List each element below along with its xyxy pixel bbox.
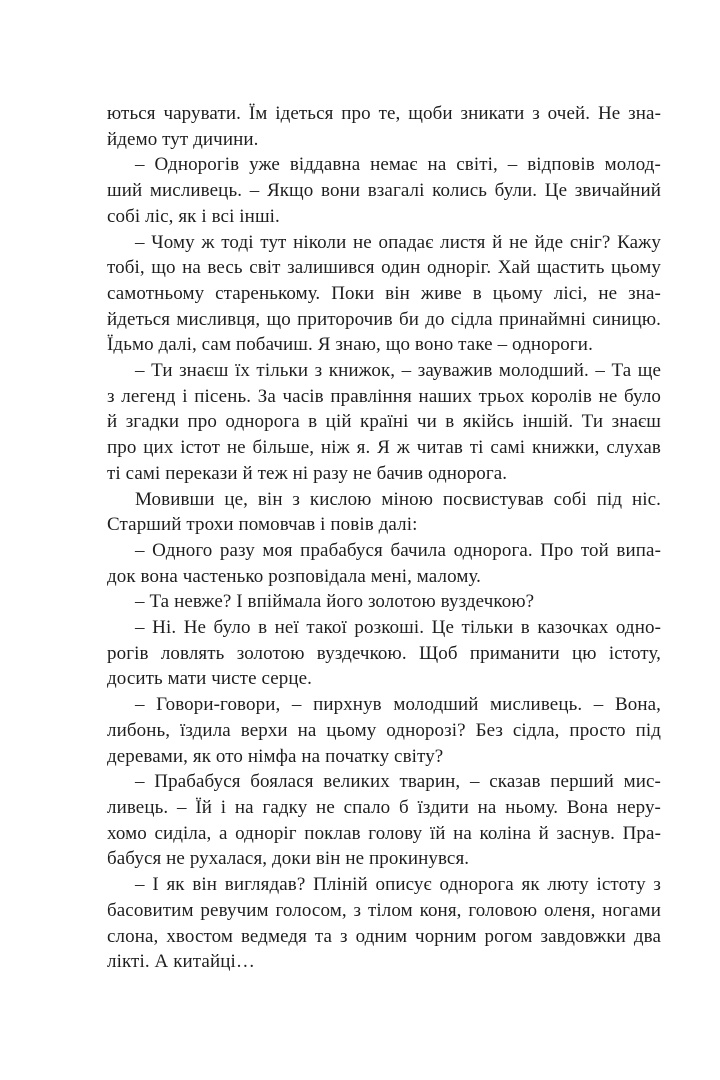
paragraph bbox=[107, 769, 661, 872]
text-line: лікті. А китайці… bbox=[107, 951, 255, 973]
text-line: либонь, їздила верхи на цьому однорозі? Без сідла, просто під bbox=[107, 719, 661, 741]
paragraph bbox=[107, 589, 661, 615]
text-line: – Однорогів уже віддавна немає на світі, – відповів молод- bbox=[135, 154, 661, 176]
text-line: – Одного разу моя прабабуся бачила однорога. Про той випа- bbox=[135, 539, 661, 561]
text-line: слона, хвостом ведмедя та з одним чорним рогом завдовжки два bbox=[107, 925, 661, 947]
text-line: тобі, що на весь світ залишився один одноріг. Хай щастить цьому bbox=[107, 257, 661, 279]
paragraph bbox=[107, 358, 661, 487]
paragraph bbox=[107, 872, 661, 975]
text-line: ливець. – Їй і на гадку не спало б їздити на ньому. Вона неру- bbox=[107, 796, 661, 818]
text-line: – Говори-говори, – пирхнув молодший мисливець. – Вона, bbox=[135, 694, 661, 716]
text-line: ються чарувати. Їм ідеться про те, щоби зникати з очей. Не зна- bbox=[107, 103, 661, 124]
text-line: самотньому старенькому. Поки він живе в цьому лісі, не зна- bbox=[107, 282, 661, 304]
text-line: Старший трохи помовчав і повів далі: bbox=[107, 514, 418, 536]
text-line: Мовивши це, він з кислою міною посвистував собі під ніс. bbox=[135, 488, 661, 510]
text-line: – Прабабуся боялася великих тварин, – сказав перший мис- bbox=[135, 771, 661, 793]
paragraph bbox=[107, 101, 661, 152]
text-line: рогів ловлять золотою вуздечкою. Щоб приманити цю істоту, bbox=[107, 642, 661, 664]
paragraph bbox=[107, 692, 661, 769]
text-block bbox=[107, 101, 661, 975]
text-line: – Чому ж тоді тут ніколи не опадає листя й не йде сніг? Кажу bbox=[135, 231, 661, 253]
text-line: бабуся не рухалася, доки він не прокинувся. bbox=[107, 848, 470, 870]
text-line: собі ліс, як і всі інші. bbox=[107, 205, 280, 227]
text-line: з легенд і пісень. За часів правління наших трьох королів не було bbox=[107, 385, 661, 407]
text-line: про цих істот не більше, ніж я. Я ж читав ті самі книжки, слухав bbox=[107, 437, 661, 459]
paragraph bbox=[107, 230, 661, 359]
text-line: – Ні. Не було в неї такої розкоші. Це тільки в казочках одно- bbox=[135, 617, 661, 639]
paragraph bbox=[107, 538, 661, 589]
text-line: хомо сиділа, а одноріг поклав голову їй на коліна й заснув. Пра- bbox=[107, 822, 661, 844]
text-line: док вона частенько розповідала мені, малому. bbox=[107, 565, 481, 587]
text-line: – І як він виглядав? Пліній описує однорога як люту істоту з bbox=[135, 874, 661, 896]
text-line: досить мати чисте серце. bbox=[107, 668, 313, 690]
text-line: – Ти знаєш їх тільки з книжок, – зауважив молодший. – Та ще bbox=[135, 360, 661, 382]
text-line: йдемо тут дичини. bbox=[107, 128, 259, 150]
text-line: ті самі перекази й теж ні разу не бачив однорога. bbox=[107, 462, 508, 484]
text-line: деревами, як ото німфа на початку світу? bbox=[107, 745, 444, 767]
paragraph bbox=[107, 487, 661, 538]
text-line: Їдьмо далі, сам побачиш. Я знаю, що воно таке – однороги. bbox=[107, 334, 593, 356]
text-line: – Та невже? І впіймала його золотою вуздечкою? bbox=[135, 591, 535, 613]
text-line: ший мисливець. – Якщо вони взагалі колись були. Це звичайний bbox=[107, 180, 661, 202]
paragraph bbox=[107, 152, 661, 229]
text-line: й згадки про однорога в цій країні чи в якійсь іншій. Ти знаєш bbox=[107, 411, 661, 433]
text-line: йдеться мисливця, що приторочив би до сідла принаймні синицю. bbox=[107, 308, 661, 330]
paragraph bbox=[107, 615, 661, 692]
text-line: басовитим ревучим голосом, з тілом коня, головою оленя, ногами bbox=[107, 899, 661, 921]
